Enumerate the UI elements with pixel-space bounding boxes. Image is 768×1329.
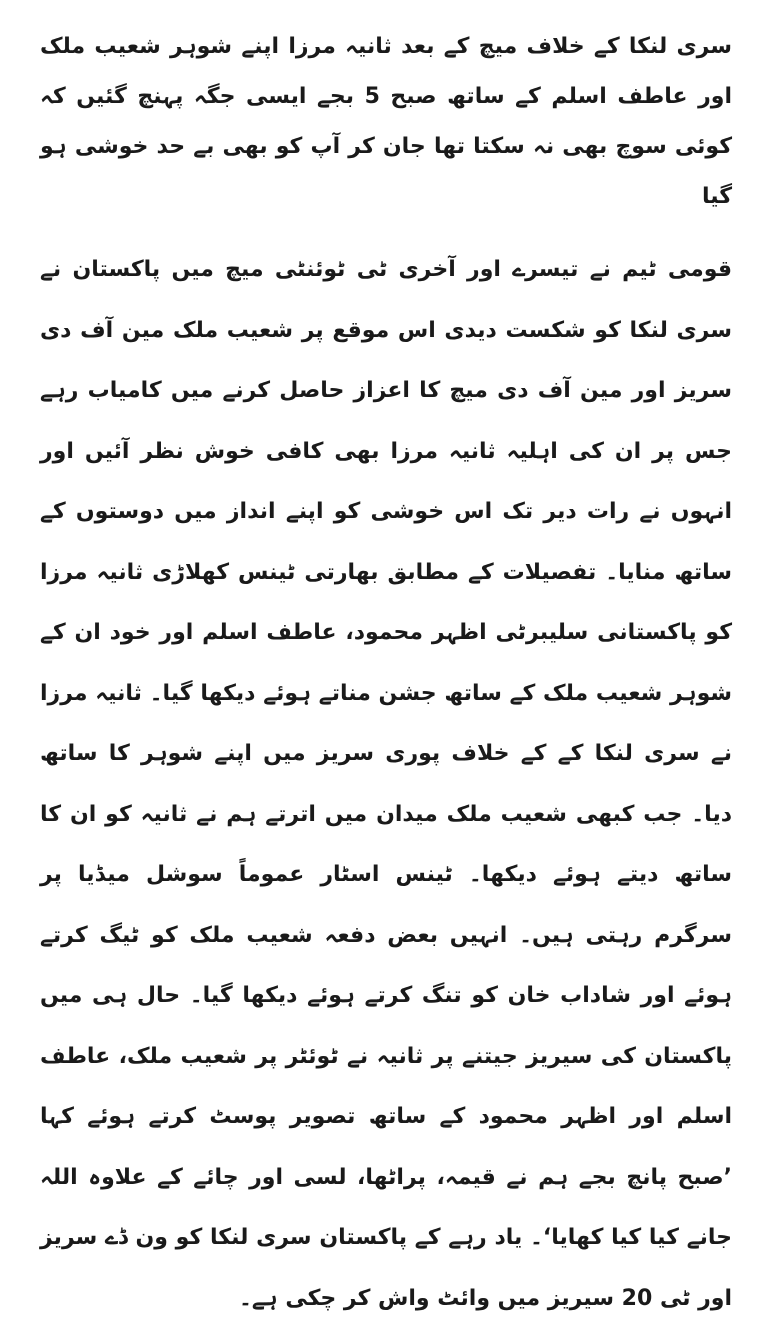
article-headline: سری لنکا کے خلاف میچ کے بعد ثانیہ مرزا اپنے شوہر شعیب ملک اور عاطف اسلم کے ساتھ صبح 5 بجے ایسی جگہ پہنچ گئیں کہ کوئی سوچ بھی نہ سکتا تھا جان کر آپ کو بھی بے حد خوشی ہو گیا bbox=[40, 34, 732, 209]
article-body: قومی ٹیم نے تیسرے اور آخری ٹی ٹوئنٹی میچ میں پاکستان نے سری لنکا کو شکست دیدی اس موقع پر شعیب ملک مین آف دی سریز اور مین آف دی میچ کا اعزاز حاصل کرنے میں کامیاب رہے جس پر ان کی اہلیہ ثانیہ مرزا بھی کافی خوش نظر آئیں اور انہوں نے رات دیر تک اس خوشی کو اپنے انداز میں دوستوں کے ساتھ منایا۔ تفصیلات کے مطابق بھارتی ٹینس کھلاڑی ثانیہ مرزا کو پاکستانی سلیبرٹی اظہر محمود، عاطف اسلم اور خود ان کے شوہر شعیب ملک کے ساتھ جشن مناتے ہوئے دیکھا گیا۔ ثانیہ مرزا نے سری لنکا کے کے خلاف پوری سریز میں اپنے شوہر کا ساتھ دیا۔ جب کبھی شعیب ملک میدان میں اترتے ہم نے ثانیہ کو ان کا ساتھ دیتے ہوئے دیکھا۔ ٹینس اسٹار عموماً سوشل میڈیا پر سرگرم رہتی ہیں۔ انہیں بعض دفعہ شعیب ملک کو ٹیگ کرتے ہوئے اور شاداب خان کو تنگ کرتے ہوئے دیکھا گیا۔ حال ہی میں پاکستان کی سیریز جیتنے پر ثانیہ نے ٹوئٹر پر شعیب ملک، عاطف اسلم اور اظہر محمود کے ساتھ تصویر پوسٹ کرتے ہوئے کہا ’صبح پانچ بجے ہم نے قیمہ، پراٹھا، لسی اور چائے کے علاوہ اللہ جانے کیا کیا کھایا‘۔ یاد رہے کے پاکستان سری لنکا کو ون ڈے سریز اور ٹی 20 سیریز میں وائٹ واش کر چکی ہے۔ bbox=[40, 257, 732, 1311]
